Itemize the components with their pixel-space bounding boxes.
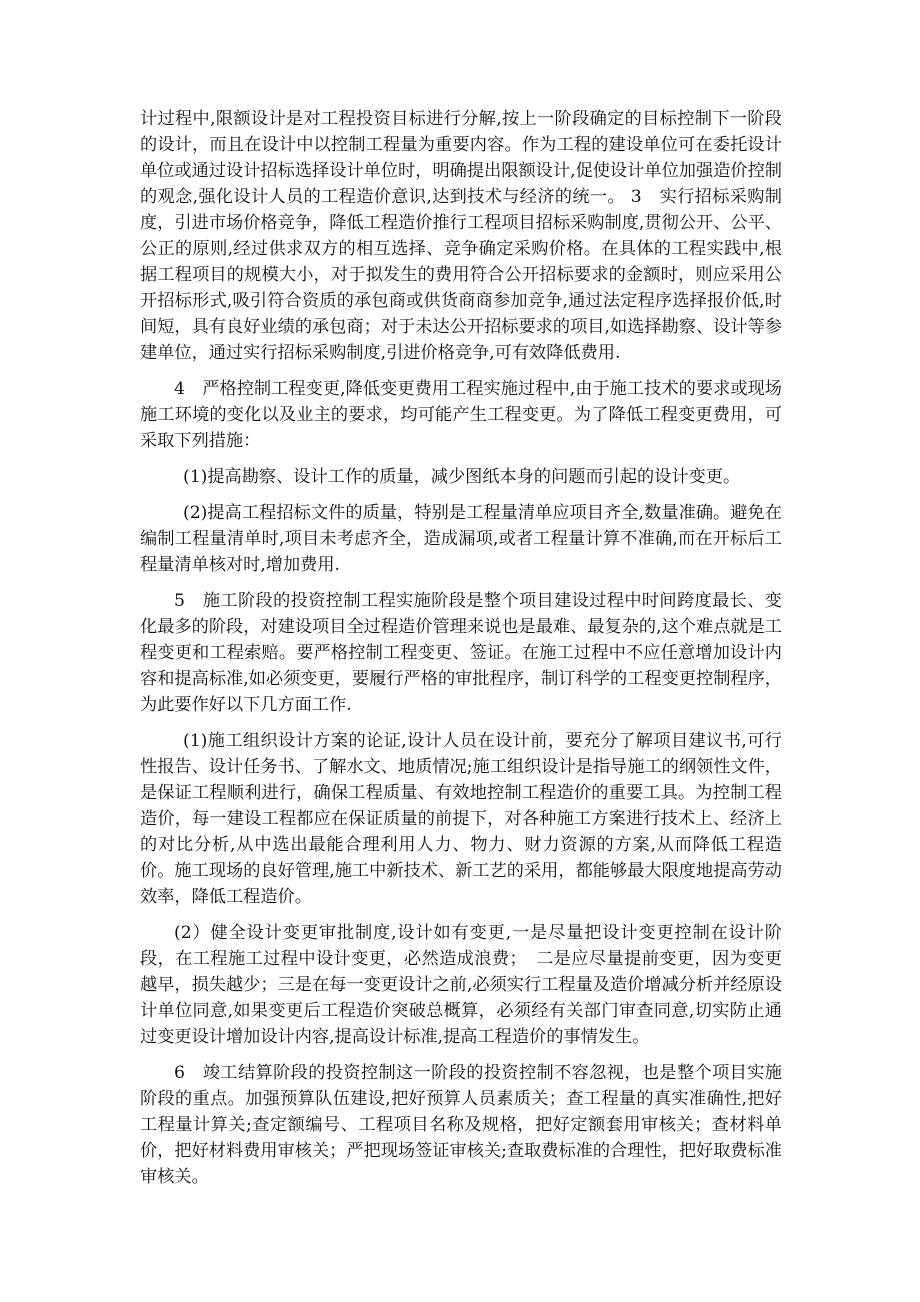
paragraph-8: 6 竣工结算阶段的投资控制这一阶段的投资控制不容忽视，也是整个项目实施阶段的重点。加强预算队伍建设,把好预算人员素质关；查工程量的真实准确性,把好工程量计算关;查定额编号、工程项目名称及规格，把好定额套用审核关；查材料单价，把好材料费用审核关；严把现场签证审核关;查取费标准的合理性，把好取费标准审核关。 — [140, 1063, 782, 1187]
paragraph-4: (2)提高工程招标文件的质量，特别是工程量清单应项目齐全,数量准确。避免在编制工程量清单时,项目未考虑齐全，造成漏项,或者工程量计算不准确,而在开标后工程量清单核对时,增加费用. — [140, 503, 782, 575]
paragraph-2: 4 严格控制工程变更,降低变更费用工程实施过程中,由于施工技术的要求或现场施工环境的变化以及业主的要求，均可能产生工程变更。为了降低工程变更费用，可采取下列措施： — [140, 379, 782, 451]
paragraph-7: (2）健全设计变更审批制度,设计如有变更,一是尽量把设计变更控制在设计阶段，在工程施工过程中设计变更，必然造成浪费； 二是应尽量提前变更，因为变更越早，损失越少；三是在每一变更设计之前,必须实行工程量及造价增减分析并经原设计单位同意,如果变更后工程造价突破总概算，必须经有关部门审查同意,切实防止通过变更设计增加设计内容,提高设计标准,提高工程造价的事情发生。 — [140, 923, 782, 1047]
document-page — [140, 106, 782, 1200]
paragraph-6: (1)施工组织设计方案的论证,设计人员在设计前，要充分了解项目建议书,可行性报告、设计任务书、了解水文、地质情况;施工组织设计是指导施工的纲领性文件，是保证工程顺利进行，确保工程质量、有效地控制工程造价的重要工具。为控制工程造价，每一建设工程都应在保证质量的前提下，对各种施工方案进行技术上、经济上的对比分析,从中选出最能合理利用人力、物力、财力资源的方案,从而降低工程造价。施工现场的良好管理,施工中新技术、新工艺的采用，都能够最大限度地提高劳动效率，降低工程造价。 — [140, 731, 782, 907]
paragraph-5: 5 施工阶段的投资控制工程实施阶段是整个项目建设过程中时间跨度最长、变化最多的阶段，对建设项目全过程造价管理来说也是最难、最复杂的,这个难点就是工程变更和工程索赔。要严格控制工程变更、签证。在施工过程中不应任意增加设计内容和提高标准,如必须变更，要履行严格的审批程序，制订科学的工程变更控制程序，为此要作好以下几方面工作. — [140, 591, 782, 715]
paragraph-1: 计过程中,限额设计是对工程投资目标进行分解,按上一阶段确定的目标控制下一阶段的设计，而且在设计中以控制工程量为重要内容。作为工程的建设单位可在委托设计单位或通过设计招标选择设计单位时，明确提出限额设计,促使设计单位加强造价控制的观念,强化设计人员的工程造价意识,达到技术与经济的统一。 3 实行招标采购制度，引进市场价格竞争，降低工程造价推行工程项目招标采购制度,贯彻公开、公平、公正的原则,经过供求双方的相互选择、竞争确定采购价格。在具体的工程实践中,根据工程项目的规模大小，对于拟发生的费用符合公开招标要求的金额时，则应采用公开招标形式,吸引符合资质的承包商或供货商商参加竞争,通过法定程序选择报价低,时间短，具有良好业绩的承包商；对于未达公开招标要求的项目,如选择勘察、设计等参建单位，通过实行招标采购制度,引进价格竞争,可有效降低费用. — [140, 109, 782, 363]
paragraph-3: (1)提高勘察、设计工作的质量，减少图纸本身的问题而引起的设计变更。 — [183, 467, 741, 487]
